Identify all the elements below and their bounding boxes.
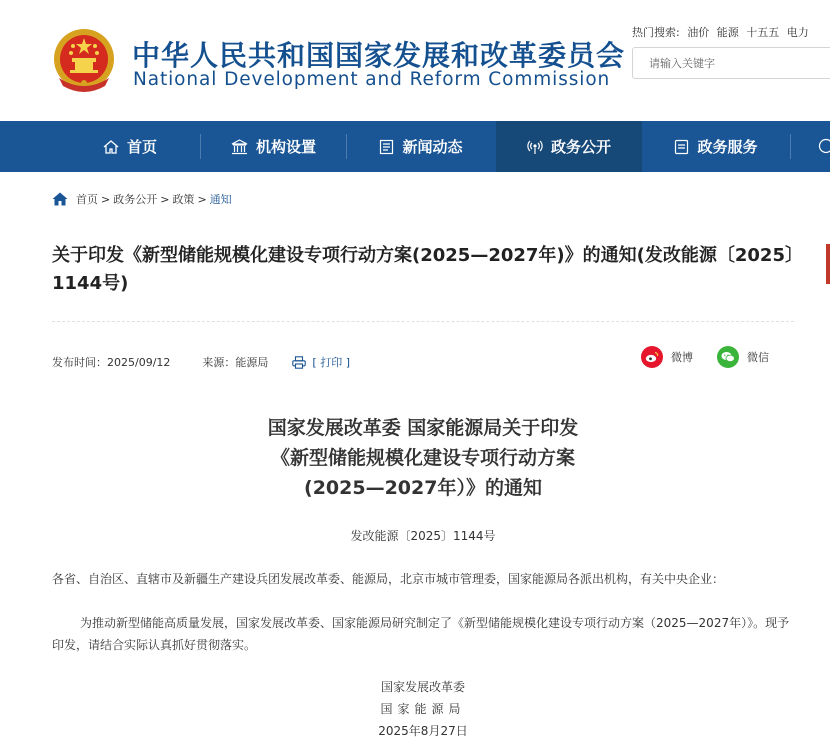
nav-divider [790, 134, 791, 159]
signature-date: 2025年8月27日 [378, 724, 468, 738]
share-wechat-button[interactable] [717, 346, 769, 368]
site-title-en: National Development and Reform Commission [133, 69, 611, 90]
national-emblem-icon[interactable] [51, 28, 117, 94]
share-wechat-label: 微信 [747, 351, 769, 364]
breadcrumb-notice[interactable]: 通知 [209, 193, 232, 206]
hot-search-item[interactable]: 能源 [716, 26, 739, 39]
wechat-icon [717, 346, 739, 368]
site-header [0, 0, 830, 121]
addressee-paragraph: 各省、自治区、直辖市及新疆生产建设兵团发展改革委、能源局，北京市城市管理委，国家能源局各派出机构，有关中央企业： [52, 572, 725, 586]
body-paragraph: 为推动新型储能高质量发展，国家发展改革委、国家能源局研究制定了《新型储能规模化建设专项行动方案（2025—2027年）》。现予印发，请结合实际认真抓好贯彻落实。 [52, 616, 790, 652]
nav-item-label: 政务服务 [697, 138, 758, 156]
printer-icon [292, 356, 306, 369]
print-label: [ 打印 ] [312, 356, 350, 369]
breadcrumb-separator: > [101, 192, 111, 206]
title-divider [52, 321, 794, 322]
hot-search-item[interactable]: 十五五 [746, 26, 780, 39]
site-title-cn: 中华人民共和国国家发展和改革委员会 [132, 39, 626, 72]
news-icon [379, 139, 394, 155]
hot-search-item[interactable]: 电力 [786, 26, 809, 39]
nav-item-label: 首页 [126, 138, 157, 156]
signature-nea: 国家能源局 [380, 702, 466, 716]
document-number: 发改能源〔2025〕1144号 [350, 529, 496, 543]
service-icon [674, 139, 689, 155]
main-nav [0, 121, 830, 172]
signature-ndrc: 国家发展改革委 [380, 680, 465, 694]
search-input[interactable] [633, 48, 829, 78]
nav-item-label: 政务公开 [550, 138, 611, 156]
search-box [632, 47, 830, 79]
hot-search-item[interactable]: 油价 [687, 26, 710, 39]
print-button[interactable] [292, 354, 350, 370]
weibo-icon [641, 346, 663, 368]
nav-item-institution[interactable] [201, 121, 346, 172]
breadcrumb-separator: > [197, 192, 207, 206]
breadcrumb-home[interactable]: 首页 [76, 193, 98, 206]
side-float-tab[interactable] [826, 244, 830, 284]
nav-item-label: 机构设置 [255, 138, 316, 156]
share-weibo-button[interactable] [641, 346, 693, 368]
nav-item-news[interactable] [347, 121, 495, 172]
nav-item-home[interactable] [60, 121, 200, 172]
document-title [0, 413, 830, 503]
share-weibo-label: 微博 [671, 351, 693, 364]
institution-icon [231, 139, 248, 155]
partial-nav-icon [818, 138, 830, 154]
hot-search-label: 热门搜索: [632, 26, 680, 39]
broadcast-icon [527, 139, 543, 155]
document-title-line: 国家发展改革委 国家能源局关于印发 [267, 417, 579, 439]
nav-item-service[interactable] [642, 121, 790, 172]
home-icon [103, 139, 119, 155]
article-title: 关于印发《新型储能规模化建设专项行动方案(2025—2027年)》的通知(发改能源〔2025〕1144号) [52, 245, 794, 294]
hot-search-bar [632, 24, 809, 40]
nav-item-affairs[interactable] [496, 121, 642, 172]
home-icon[interactable] [52, 192, 68, 206]
article-meta [52, 354, 350, 370]
document-title-line: (2025—2027年）》的通知 [304, 477, 542, 499]
publish-time: 发布时间：2025/09/12 [52, 356, 171, 369]
breadcrumb [52, 191, 232, 207]
nav-item-label: 新闻动态 [402, 138, 463, 156]
breadcrumb-affairs[interactable]: 政务公开 [113, 193, 158, 206]
breadcrumb-policy[interactable]: 政策 [172, 193, 195, 206]
article-source: 来源：能源局 [202, 356, 269, 369]
document-title-line: 《新型储能规模化建设专项行动方案 [270, 447, 575, 469]
breadcrumb-separator: > [160, 192, 170, 206]
